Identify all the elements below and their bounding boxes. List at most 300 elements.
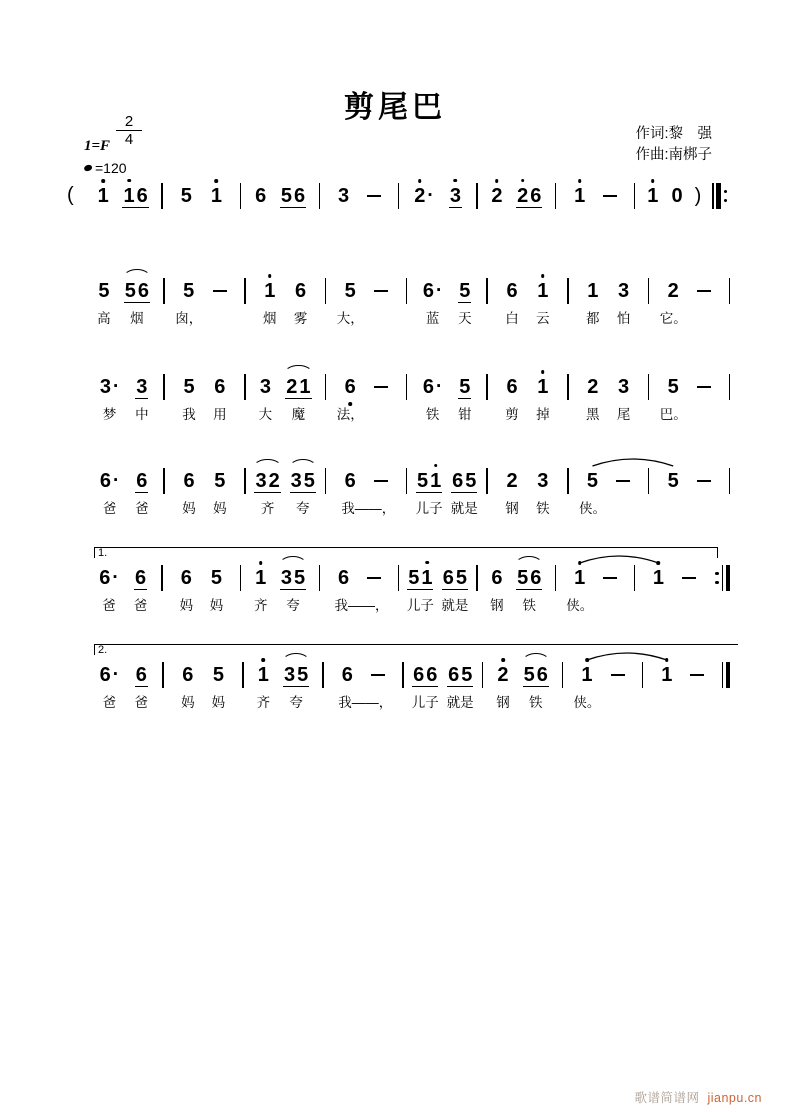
note-digit: 1: [255, 567, 266, 589]
lyric: 夸: [289, 694, 303, 710]
lyric: 魔: [291, 406, 306, 422]
note-digit: 5: [180, 185, 192, 207]
lyric: 爸: [133, 597, 148, 613]
note-group: [280, 185, 306, 208]
note-digit: 3: [337, 185, 350, 207]
note-digit: 2: [667, 280, 679, 302]
note: [616, 376, 631, 422]
lyric: 囱，: [175, 311, 203, 326]
lyric: 夸: [286, 597, 300, 613]
lyric: 雾: [293, 311, 308, 326]
lyric: 都: [586, 311, 600, 326]
lyric: 我——，: [341, 501, 396, 516]
dash-extender: [697, 290, 711, 292]
lyric: 钢: [490, 598, 504, 613]
augmentation-dot: ·: [112, 567, 119, 588]
octave-dot-above: [578, 179, 582, 183]
note-digit: 6: [344, 470, 356, 492]
note-digit: 5: [459, 279, 471, 302]
note: [213, 376, 227, 422]
note: [133, 566, 148, 613]
note-digit: 1: [647, 185, 658, 207]
note-digit: 2: [587, 376, 599, 398]
slur-arc: [284, 365, 312, 374]
lyric: 爸: [102, 598, 116, 613]
note: [341, 470, 396, 516]
octave-dot-above: [434, 464, 438, 468]
note-digit: 6: [422, 376, 435, 398]
note-digit: 1: [653, 567, 664, 589]
measure: [326, 278, 405, 326]
note: [182, 470, 196, 516]
measure: [244, 662, 322, 710]
augmentation-dot: ·: [436, 280, 443, 301]
measure: [407, 278, 486, 326]
note-digit: 6: [136, 184, 148, 207]
note-digit: 3: [537, 470, 549, 492]
note: [586, 280, 600, 326]
octave-dot-above: [541, 370, 545, 374]
measure: [163, 183, 240, 209]
repeat-dot: [724, 199, 727, 202]
note-row: [84, 278, 730, 326]
note-digit: 6: [448, 663, 460, 686]
measure: [488, 278, 567, 326]
note-digit: 6: [182, 664, 194, 686]
note: [573, 185, 586, 207]
note: [586, 376, 600, 422]
note: [490, 185, 503, 207]
note: [659, 376, 687, 422]
note-digit: 2: [414, 185, 425, 207]
lyric: 儿子: [406, 597, 434, 613]
note-digit: 5: [212, 664, 224, 686]
lyricist-credit: 作词:黎 强: [635, 126, 712, 142]
note-group: [122, 185, 148, 208]
note: [646, 185, 659, 207]
note: [667, 470, 680, 492]
dash-extender: [371, 674, 385, 676]
note-row: [84, 662, 730, 710]
measure: [569, 278, 648, 326]
note-group: [280, 566, 306, 613]
note-group: [124, 279, 150, 326]
note-digit: 5: [214, 470, 226, 492]
note-digit: 5: [517, 566, 529, 589]
note: [179, 567, 194, 613]
lyric: 铁: [425, 407, 440, 422]
dash-extender: [690, 674, 704, 676]
measure: [324, 662, 402, 710]
note-digit: 1: [537, 280, 548, 302]
music-line: [84, 547, 730, 621]
lyric: 儿子: [415, 500, 443, 516]
measure: [569, 468, 648, 516]
note: [256, 664, 271, 710]
lyric: 侠。: [578, 501, 606, 516]
lyric: 黑: [586, 407, 600, 422]
music-line: [84, 644, 730, 718]
measure: [488, 468, 567, 516]
note: [578, 470, 606, 516]
lyric: 剪: [505, 407, 519, 422]
lyric: 白: [505, 311, 519, 326]
note: [334, 567, 389, 613]
note-digit: 6: [337, 567, 350, 589]
volta-label: 2.: [98, 644, 108, 656]
note: [211, 664, 226, 710]
dash-extender: [682, 577, 696, 579]
lyric: 妈: [182, 501, 196, 516]
note-digit: 6: [345, 376, 356, 398]
augmentation-dot: ·: [113, 376, 120, 397]
lyric: 蓝: [425, 311, 440, 326]
note-digit: 1: [537, 376, 548, 398]
measure: [478, 565, 555, 613]
note-digit: 1: [581, 664, 592, 686]
note: [209, 567, 224, 613]
measure: [84, 374, 163, 422]
measure: [84, 278, 163, 326]
repeat-dot: [715, 572, 718, 575]
lyric: 梦: [102, 407, 117, 422]
note-digit: 5: [294, 566, 306, 589]
augmentation-dot: ·: [427, 185, 434, 206]
measure: [556, 565, 633, 613]
note-digit: 5: [303, 469, 315, 492]
note-digit: 6: [180, 567, 192, 589]
measure: [326, 374, 405, 422]
augmentation-dot: ·: [436, 376, 443, 397]
dash-extender: [611, 674, 625, 676]
measure: [84, 468, 163, 516]
note-digit: 3: [136, 375, 148, 398]
octave-dot-above: [665, 658, 669, 662]
time-signature: [116, 114, 142, 147]
measure: [404, 662, 482, 710]
note: [99, 376, 120, 422]
measure: [478, 183, 555, 209]
note-digit: 6: [530, 566, 542, 589]
measure: [399, 565, 476, 613]
note: [175, 280, 203, 326]
repeat-dots: [715, 572, 718, 584]
measure: [241, 183, 318, 209]
measure: [649, 374, 728, 422]
measure: [165, 278, 244, 326]
music-line: [84, 450, 730, 524]
note-digit: 1: [258, 664, 269, 686]
lyric: 铁: [536, 501, 550, 516]
note-digit: 5: [416, 469, 429, 492]
note-digit: 3: [450, 185, 461, 207]
lyric: 妈: [179, 598, 194, 613]
volta-label: 1.: [98, 547, 108, 559]
measure: [635, 565, 712, 591]
measure: [320, 183, 397, 209]
lyric: 爸: [135, 500, 149, 516]
lyric: 烟: [130, 310, 144, 326]
note-digit: 6: [99, 664, 111, 686]
note-digit: 1: [587, 280, 599, 302]
octave-dot-above: [215, 179, 219, 183]
note-digit: 1: [574, 567, 585, 589]
measure: [407, 374, 486, 422]
measure: [246, 374, 325, 422]
note-digit: 5: [344, 280, 356, 302]
note-digit: 6: [295, 280, 307, 302]
measure: [84, 662, 162, 710]
measure: [556, 183, 633, 209]
note-digit: 5: [586, 470, 599, 492]
octave-dot-above: [541, 274, 545, 278]
octave-dot-above: [585, 658, 589, 662]
measure: [649, 278, 728, 326]
lyric: 中: [135, 406, 149, 422]
repeat-dot: [715, 581, 718, 584]
note-row: [84, 183, 730, 209]
song-title: 剪尾巴: [344, 91, 446, 124]
lyric: 我——，: [338, 695, 393, 710]
dash-extender: [697, 386, 711, 388]
note-digit: 1: [98, 185, 109, 207]
note: [293, 280, 308, 326]
measure: [164, 662, 242, 710]
tempo-value: =120: [95, 160, 127, 176]
note: [135, 375, 149, 422]
tie-arc: [592, 459, 673, 466]
note-row: [84, 565, 730, 613]
measure: [84, 565, 161, 613]
lyric: 我: [182, 407, 196, 422]
composer-credit: 作曲:南梆子: [635, 147, 712, 163]
note: [458, 375, 472, 422]
lyric: 我——，: [334, 598, 389, 613]
note-group: [411, 663, 439, 710]
note-digit: 3: [283, 663, 296, 686]
lyric: 大，: [336, 311, 364, 326]
lyric: 铁: [522, 597, 536, 613]
note-digit: 1: [421, 567, 432, 589]
watermark-site-url: jianpu.cn: [707, 1091, 762, 1105]
note-digit: 6: [426, 663, 438, 686]
measure: [649, 468, 728, 494]
measure: [246, 468, 325, 516]
octave-dot-above: [425, 561, 429, 565]
lyric: 钢: [496, 695, 510, 710]
note-digit: 5: [297, 663, 309, 686]
note-digit: 1: [264, 280, 275, 302]
lyric: 掉: [536, 407, 550, 422]
note: [338, 664, 393, 710]
augmentation-dot: ·: [113, 470, 120, 491]
lyric: 齐: [253, 598, 268, 613]
note-digit: 3: [255, 469, 267, 492]
note-digit: 5: [455, 566, 467, 589]
note-digit: 6: [99, 567, 111, 589]
note-digit: 1: [574, 185, 585, 207]
note: [181, 664, 195, 710]
measure: [483, 662, 561, 710]
note-digit: 6: [422, 280, 435, 302]
barline: [716, 183, 721, 209]
measure: [643, 662, 721, 688]
note-group: [441, 566, 469, 613]
lyric: 妈: [213, 501, 227, 516]
key-signature: 1=F: [84, 138, 111, 154]
slur-arc: [253, 459, 281, 468]
lyric: 妈: [181, 695, 195, 710]
measure: [569, 374, 648, 422]
note: [336, 376, 364, 422]
note-digit: 6: [134, 566, 147, 589]
note-digit: 6: [530, 184, 542, 207]
time-signature-numerator: 2: [124, 113, 134, 130]
note-digit: 6: [294, 184, 306, 207]
lyric: 齐: [260, 500, 275, 516]
note-digit: 5: [667, 470, 679, 492]
note: [422, 280, 443, 326]
octave-dot-above: [259, 561, 263, 565]
note: [99, 470, 120, 516]
measure: [241, 565, 318, 613]
credits: [635, 124, 712, 166]
note-digit: 2: [497, 664, 508, 686]
note-digit: 2: [268, 469, 280, 492]
lyric: 云: [536, 311, 550, 326]
slur-arc: [289, 459, 317, 468]
measure: [488, 374, 567, 422]
octave-dot-above: [268, 274, 272, 278]
measure: [399, 183, 476, 209]
measure: [563, 662, 641, 710]
note: [670, 185, 683, 207]
octave-dot-above: [521, 179, 525, 183]
dash-extender: [374, 290, 388, 292]
note-digit: 2: [517, 185, 528, 207]
octave-dot-above: [657, 561, 661, 565]
note: [449, 185, 462, 208]
note-digit: 6: [99, 470, 112, 492]
dash-extender: [367, 195, 381, 197]
note-digit: 6: [341, 664, 353, 686]
note-group: [523, 663, 549, 710]
barline: [722, 662, 723, 688]
dash-extender: [374, 480, 388, 482]
octave-dot-above: [501, 658, 505, 662]
note-digit: 3: [280, 566, 293, 589]
note-digit: 6: [214, 376, 226, 398]
octave-dot-above: [127, 179, 131, 183]
lyric: 侠。: [566, 598, 594, 613]
measure: [407, 468, 486, 516]
paren-symbol: ): [694, 185, 702, 207]
note: [496, 664, 510, 710]
measure: [635, 183, 712, 209]
note: [213, 470, 227, 516]
dash-extender: [603, 577, 617, 579]
note: [536, 376, 550, 422]
note-digit: 6: [183, 470, 195, 492]
lyric: 就是: [441, 597, 469, 613]
measure: [84, 183, 161, 209]
volta-bracket: [94, 644, 738, 655]
note: [422, 376, 443, 422]
note-group: [450, 469, 478, 516]
lyric: 齐: [256, 695, 271, 710]
lyric: 它。: [659, 311, 687, 326]
measure: [165, 468, 244, 516]
note: [337, 185, 350, 207]
lyric: 爸: [134, 694, 149, 710]
lyric: 夸: [296, 500, 310, 516]
note-digit: 6: [137, 279, 150, 302]
note: [505, 376, 519, 422]
note-digit: 3: [618, 280, 630, 302]
lyric: 就是: [446, 694, 474, 710]
barline: [722, 565, 723, 591]
note-digit: 5: [183, 376, 195, 398]
measure: [320, 565, 397, 613]
note: [97, 185, 110, 207]
note: [659, 280, 687, 326]
octave-dot-above: [495, 179, 499, 183]
note: [505, 470, 519, 516]
lyric: 就是: [450, 500, 478, 516]
note-digit: 2: [286, 375, 298, 398]
note-digit: 6: [135, 663, 147, 686]
note-digit: 6: [255, 185, 267, 207]
lyric: 侠。: [573, 695, 601, 710]
lyric: 爸: [102, 695, 117, 710]
note-group: [446, 663, 474, 710]
dash-extender: [367, 577, 381, 579]
note-digit: 5: [459, 375, 471, 398]
note: [180, 185, 193, 207]
music-line: [84, 356, 730, 430]
note: [660, 664, 673, 686]
music-line: [84, 260, 730, 334]
paren-symbol: (: [67, 184, 74, 206]
note-digit: 5: [408, 566, 420, 589]
note-group: [415, 469, 443, 516]
note-digit: 6: [536, 663, 548, 686]
augmentation-dot: ·: [112, 664, 120, 685]
note: [258, 376, 273, 422]
note-digit: 5: [461, 663, 473, 686]
note-group: [254, 469, 280, 516]
note: [573, 664, 601, 710]
note-digit: 1: [299, 375, 311, 398]
note: [134, 663, 149, 710]
lyric: 烟: [263, 311, 277, 326]
note-group: [516, 185, 542, 208]
note-digit: 6: [491, 567, 503, 589]
measure: [163, 565, 240, 613]
lyric: 尾: [616, 407, 631, 422]
note-digit: 2: [506, 470, 518, 492]
watermark-site-name: 歌谱简谱网: [634, 1091, 700, 1105]
lyric: 大: [258, 407, 273, 422]
note-digit: 6: [136, 469, 148, 492]
note: [458, 279, 472, 326]
dash-extender: [213, 290, 227, 292]
note-group: [290, 469, 316, 516]
octave-dot-above: [418, 179, 422, 183]
note-row: [84, 374, 730, 422]
note-digit: 3: [99, 376, 112, 398]
barline: [712, 183, 713, 209]
